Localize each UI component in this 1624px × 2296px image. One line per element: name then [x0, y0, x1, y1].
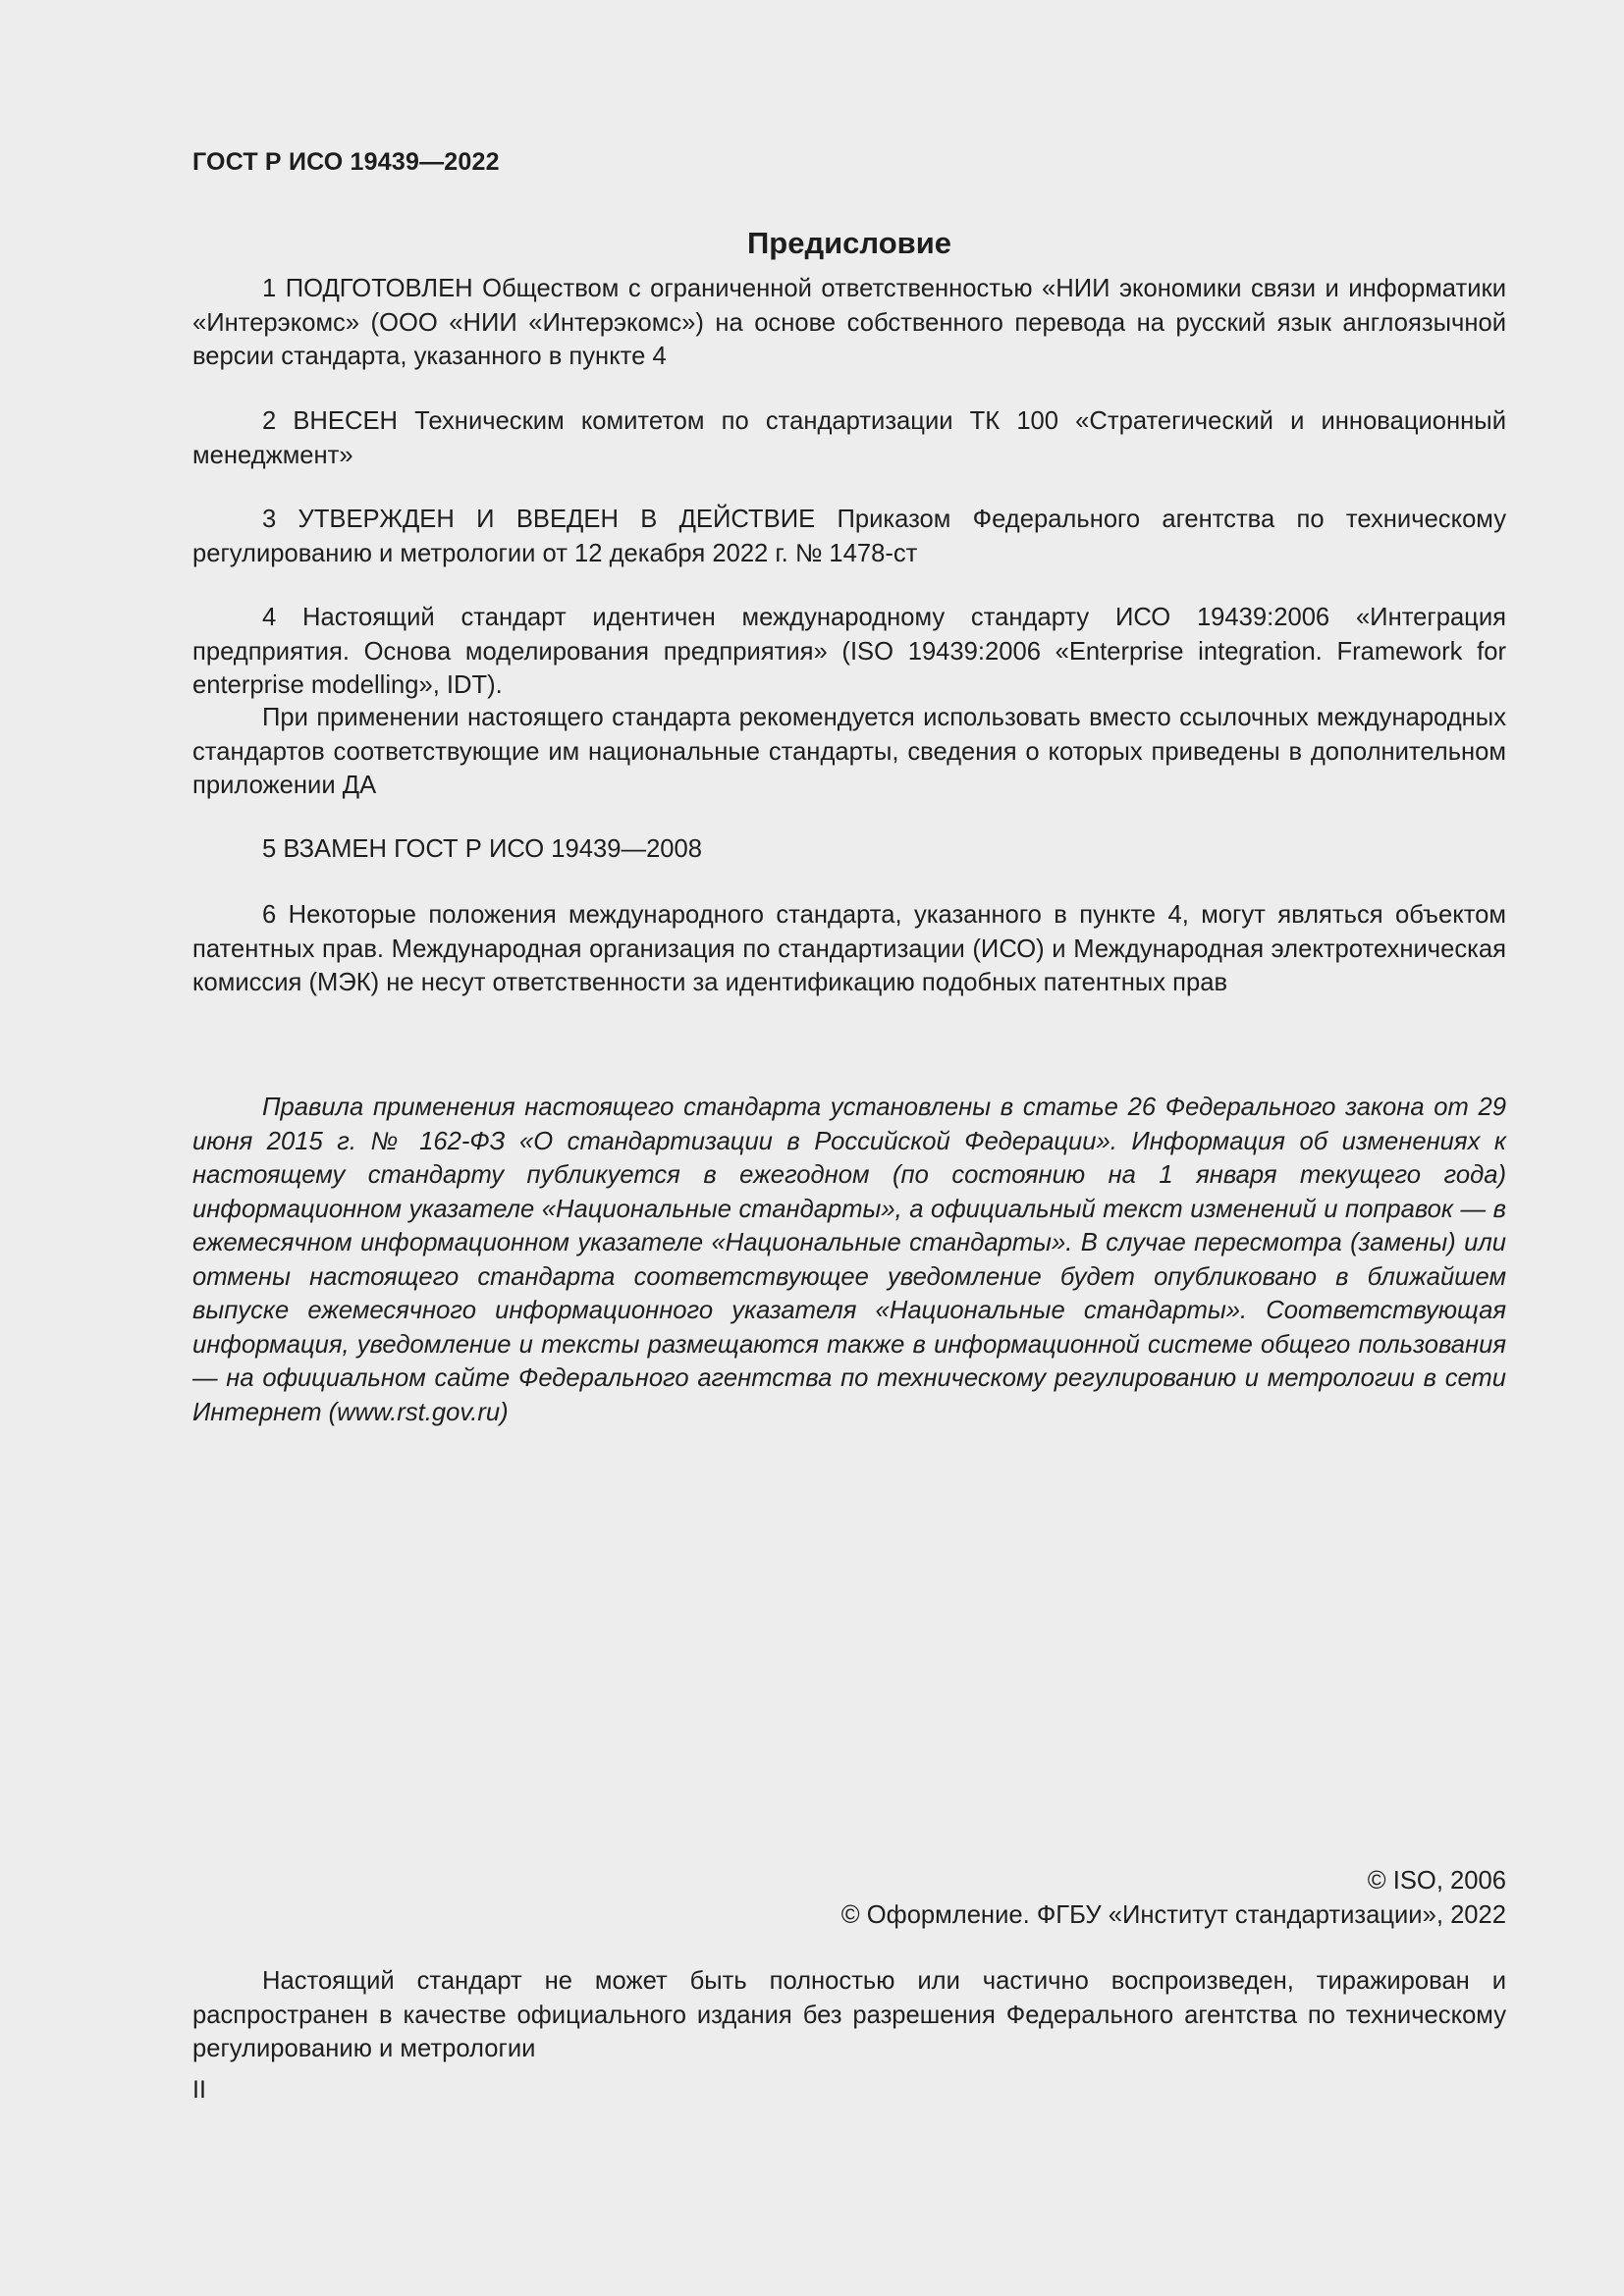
document-code-header: ГОСТ Р ИСО 19439—2022 [192, 148, 500, 176]
page-number: II [192, 2076, 206, 2104]
reproduction-notice: Настоящий стандарт не может быть полностью или частично воспроизведен, тиражирован и распространен в качестве официального издания без разрешения Федерального агентства по техническому регулированию и метрологии [192, 1967, 1506, 2062]
document-page [192, 0, 1506, 2296]
copyright-iso: © ISO, 2006 [1367, 1867, 1506, 1895]
copyright-design: © Оформление. ФГБУ «Институт стандартизации», 2022 [840, 1901, 1506, 1929]
page-title: Предисловие [746, 226, 951, 260]
foreword-item-1: 1 ПОДГОТОВЛЕН Обществом с ограниченной ответственностью «НИИ экономики связи и информатики «Интерэкомс» (ООО «НИИ «Интерэкомс») на основе собственного перевода на русский язык англоязычной версии стандарта, указанного в пункте 4 [192, 275, 1506, 370]
foreword-item-4-note: При применении настоящего стандарта рекомендуется использовать вместо ссылочных международных стандартов соответствующие им национальные стандарты, сведения о которых приведены в дополнительном приложении ДА [192, 704, 1506, 799]
foreword-item-4: 4 Настоящий стандарт идентичен международному стандарту ИСО 19439:2006 «Интеграция предприятия. Основа моделирования предприятия» (ISO 19439:2006 «Enterprise integration. Framework for enterprise modelling», IDT). [192, 604, 1506, 699]
foreword-item-5: 5 ВЗАМЕН ГОСТ Р ИСО 19439—2008 [262, 835, 703, 863]
foreword-item-3: 3 УТВЕРЖДЕН И ВВЕДЕН В ДЕЙСТВИЕ Приказом Федерального агентства по техническому регулированию и метрологии от 12 декабря 2022 г. № 1478-ст [192, 506, 1506, 567]
foreword-item-2: 2 ВНЕСЕН Техническим комитетом по стандартизации ТК 100 «Стратегический и инновационный менеджмент» [192, 407, 1506, 469]
foreword-item-6: 6 Некоторые положения международного стандарта, указанного в пункте 4, могут являться объектом патентных прав. Международная организация по стандартизации (ИСО) и Международная электротехническая комиссия (МЭК) не несут ответственности за идентификацию подобных патентных прав [192, 901, 1506, 996]
standard-application-notice: Правила применения настоящего стандарта установлены в статье 26 Федерального закона от 29 июня 2015 г. № 162-ФЗ «О стандартизации в Российской Федерации». Информация об изменениях к настоящему стандарту публикуется в ежегодном (по состоянию на 1 января текущего года) информационном указателе «Национальные стандарты», а официальный текст изменений и поправок — в ежемесячном информационном указателе «Национальные стандарты». В случае пересмотра (замены) или отмены настоящего стандарта соответствующее уведомление будет опубликовано в ближайшем выпуске ежемесячного информационного указателя «Национальные стандарты». Соответствующая информация, уведомление и тексты размещаются также в информационной системе общего пользования — на официальном сайте Федерального агентства по техническому регулированию и метрологии в сети Интернет (www.rst.gov.ru) [192, 1094, 1506, 1426]
